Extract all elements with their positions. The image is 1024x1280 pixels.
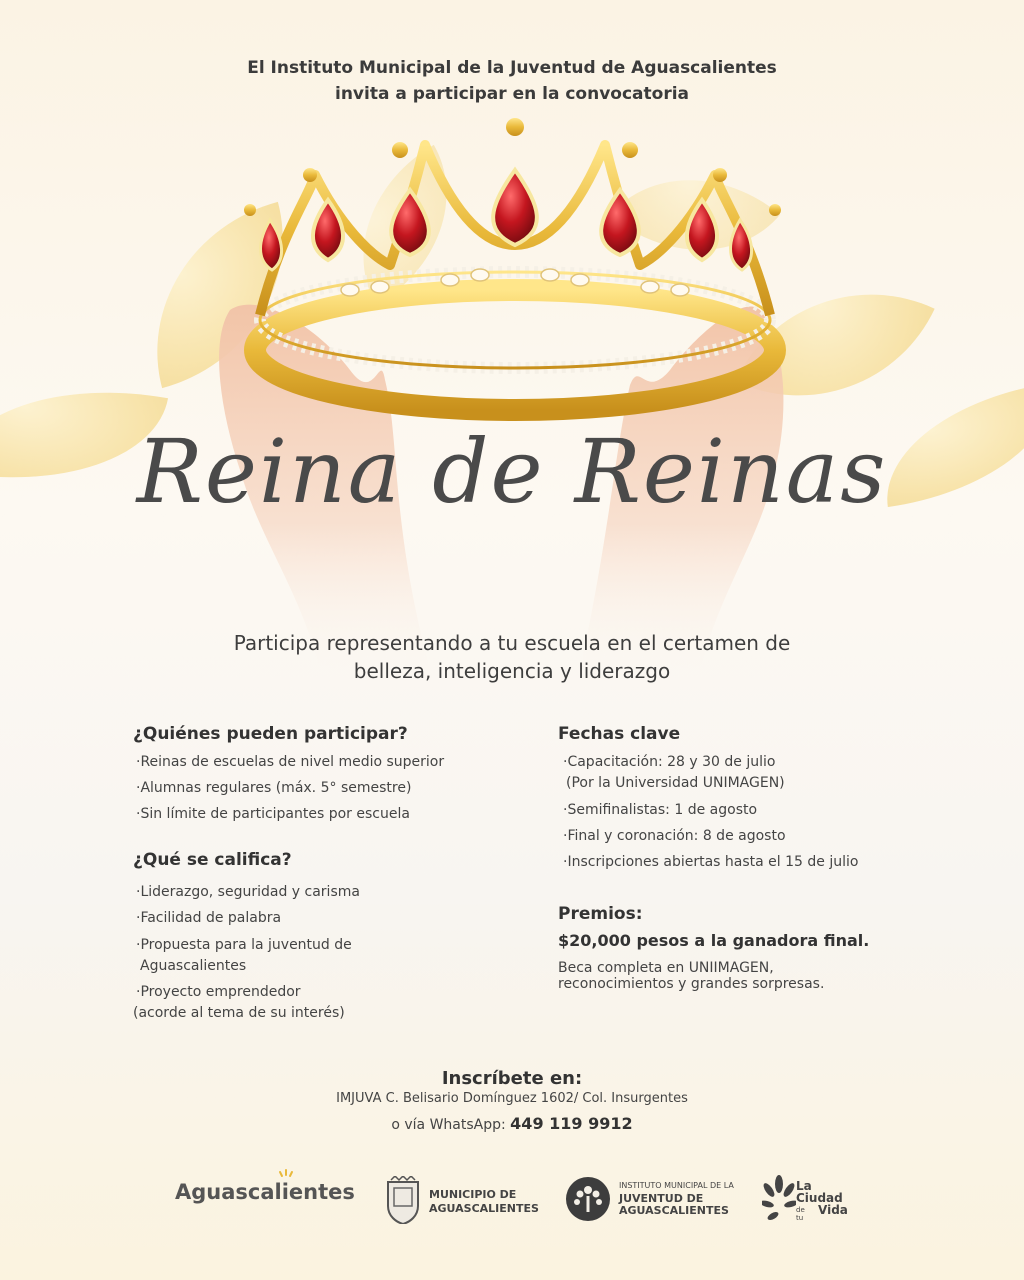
header-line-1: El Instituto Municipal de la Juventud de Aguascalientes <box>247 58 777 78</box>
logo-ciudad-line-2: Ciudad <box>796 1191 843 1205</box>
logo-ciudad-line-1: La <box>796 1179 812 1193</box>
dates-item: ·Capacitación: 28 y 30 de julio <box>563 754 776 770</box>
register-address: IMJUVA C. Belisario Domínguez 1602/ Col. Insurgentes <box>336 1091 688 1106</box>
who-item: ·Reinas de escuelas de nivel medio superior <box>136 754 445 770</box>
logo-ciudad-line-4: Vida <box>818 1203 848 1217</box>
register-heading: Inscríbete en: <box>441 1068 583 1089</box>
header-line-2: invita a participar en la convocatoria <box>335 84 689 104</box>
intro-line-2: belleza, inteligencia y liderazgo <box>353 659 671 683</box>
prizes-heading: Premios: <box>558 904 643 924</box>
register-whatsapp <box>0 1114 1024 1133</box>
criteria-heading: ¿Qué se califica? <box>133 850 292 870</box>
crown-illustration <box>220 115 810 425</box>
criteria-item: ·Proyecto emprendedor <box>136 984 301 1000</box>
criteria-item: ·Liderazgo, seguridad y carisma <box>136 884 360 900</box>
prize-extra-2: reconocimientos y grandes sorpresas. <box>558 976 825 992</box>
event-title: Reina de Reinas <box>136 420 888 523</box>
logo-ciudad-line-3: de tu <box>796 1206 805 1222</box>
dates-item: ·Inscripciones abiertas hasta el 15 de julio <box>563 854 859 870</box>
logo-instituto-line-3: AGUASCALIENTES <box>619 1204 729 1217</box>
logo-municipio-line-2: AGUASCALIENTES <box>429 1202 539 1215</box>
logo-instituto-line-1: INSTITUTO MUNICIPAL DE LA <box>619 1181 734 1190</box>
criteria-item: (acorde al tema de su interés) <box>133 1005 345 1021</box>
tree-icon <box>565 1176 611 1222</box>
flower-icon <box>762 1172 796 1222</box>
prize-extra-1: Beca completa en UNIIMAGEN, <box>558 960 774 976</box>
dates-item: ·Final y coronación: 8 de agosto <box>563 828 786 844</box>
logo-aguascalientes-text: Aguascalientes <box>175 1180 355 1204</box>
dates-item: ·Semifinalistas: 1 de agosto <box>563 802 758 818</box>
coat-of-arms-icon <box>385 1176 421 1224</box>
sun-icon <box>276 1168 296 1182</box>
logo-instituto-line-2: JUVENTUD DE <box>619 1192 704 1205</box>
who-item: ·Sin límite de participantes por escuela <box>136 806 410 822</box>
who-item: ·Alumnas regulares (máx. 5° semestre) <box>136 780 412 796</box>
whatsapp-number[interactable]: 449 119 9912 <box>510 1114 633 1133</box>
who-heading: ¿Quiénes pueden participar? <box>133 724 408 744</box>
criteria-item: Aguascalientes <box>140 958 247 974</box>
dates-heading: Fechas clave <box>558 724 681 744</box>
dates-item: (Por la Universidad UNIMAGEN) <box>566 775 785 791</box>
intro-line-1: Participa representando a tu escuela en el certamen de <box>233 631 791 655</box>
prize-main: $20,000 pesos a la ganadora final. <box>558 931 870 950</box>
logo-municipio-line-1: MUNICIPIO DE <box>429 1188 517 1201</box>
whatsapp-prefix: o vía WhatsApp: <box>391 1117 506 1133</box>
criteria-item: ·Facilidad de palabra <box>136 910 282 926</box>
logo-aguascalientes <box>175 1180 355 1220</box>
criteria-item: ·Propuesta para la juventud de <box>136 937 352 953</box>
